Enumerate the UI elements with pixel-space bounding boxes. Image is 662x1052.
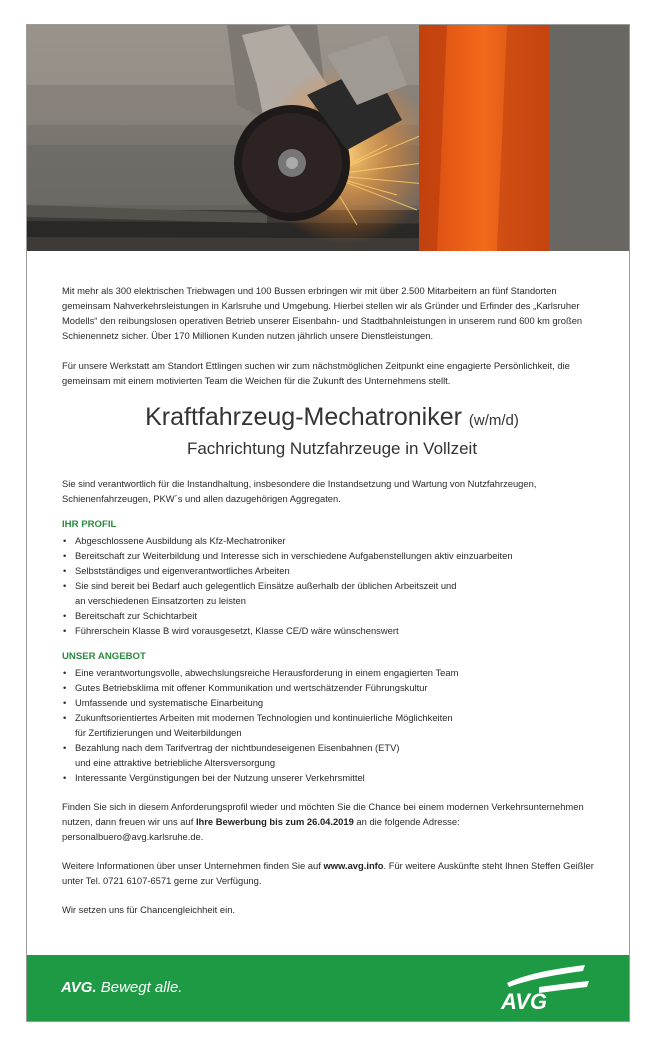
bullet-icon: • — [63, 667, 67, 678]
offer-item — [62, 740, 602, 770]
contact-paragraph — [62, 858, 602, 888]
job-title-gender-suffix: (w/m/d) — [468, 412, 519, 429]
profile-item-text: an verschiedenen Einsatzorten zu leisten — [75, 595, 246, 606]
application-deadline: Ihre Bewerbung bis zum 26.04.2019 — [195, 816, 354, 827]
avg-logo — [499, 963, 591, 1013]
offer-item — [62, 695, 602, 710]
hero-photo-angle-grinder — [27, 25, 629, 251]
profile-item — [62, 608, 602, 623]
job-title-block — [62, 402, 602, 460]
job-title-text: Kraftfahrzeug-Mechatroniker — [145, 403, 462, 431]
offer-item-text: Umfassende und systematische Einarbeitung — [75, 697, 264, 708]
ad-content — [62, 283, 602, 917]
profile-item-text: Selbstständiges und eigenverantwortliches Arbeiten — [75, 565, 290, 576]
job-ad-sheet — [26, 24, 630, 1022]
website-link[interactable]: www.avg.info — [323, 860, 384, 871]
bullet-icon: • — [63, 772, 67, 783]
intro-paragraph-company: Mit mehr als 300 elektrischen Triebwagen und 100 Bussen erbringen wir mit über 2.500 Mitarbeitern an fünf Standorten gemeinsam Nahverkehrsleistungen in Karlsruhe und Umgebung. Hierbei stellen wir als Gründer und Erfinder des „Karlsruher Modells“ den reibungslosen operativen Betrieb unserer Eisenbahn- und Stadtbahnleistungen in unserem rund 600 km großen Schienennetz sicher. Über 170 Millionen Kunden nutzen jährlich unsere Dienstleistungen. — [62, 285, 583, 341]
application-text: Finden Sie sich in diesem Anforderungsprofil wieder und möchten Sie die Chance bei einem modernen Verkehrsunternehmen nutzen, dann freuen wir uns auf — [62, 801, 584, 827]
equal-opportunity-statement: Wir setzen uns für Chancengleichheit ein. — [62, 904, 236, 915]
application-address: an die folgende Adresse: personalbuero@avg.karlsruhe.de. — [62, 816, 460, 842]
offer-item-text: Interessante Vergünstigungen bei der Nutzung unserer Verkehrsmittel — [75, 772, 365, 783]
profile-heading: IHR PROFIL — [62, 519, 117, 530]
bullet-icon: • — [63, 697, 67, 708]
job-subtitle: Fachrichtung Nutzfahrzeuge in Vollzeit — [186, 439, 478, 458]
bullet-icon: • — [63, 565, 67, 576]
profile-item-text: Bereitschaft zur Schichtarbeit — [75, 610, 197, 621]
offer-list — [62, 665, 602, 785]
profile-item-text: Sie sind bereit bei Bedarf auch gelegentlich Einsätze außerhalb der üblichen Arbeitszeit und — [75, 580, 457, 591]
profile-item — [62, 563, 602, 578]
job-title — [62, 402, 602, 436]
contact-text: Weitere Informationen über unser Unternehmen finden Sie auf — [62, 860, 324, 871]
profile-item-text: Führerschein Klasse B wird vorausgesetzt, Klasse CE/D wäre wünschenswert — [75, 625, 399, 636]
offer-item-text: und eine attraktive betriebliche Altersversorgung — [75, 757, 276, 768]
bullet-icon: • — [63, 610, 67, 621]
profile-item-text: Abgeschlossene Ausbildung als Kfz-Mechatroniker — [75, 535, 286, 546]
offer-item — [62, 710, 602, 740]
bullet-icon: • — [63, 742, 67, 753]
application-paragraph — [62, 799, 602, 844]
bullet-icon: • — [63, 580, 67, 591]
offer-item — [62, 770, 602, 785]
bullet-icon: • — [63, 682, 67, 693]
job-description: Sie sind verantwortlich für die Instandhaltung, insbesondere die Instandsetzung und Wartung von Nutzfahrzeugen, Schienenfahrzeugen, PKW´s und allen dazugehörigen Aggregaten. — [62, 478, 537, 504]
offer-heading: UNSER ANGEBOT — [62, 651, 146, 662]
profile-item-text: Bereitschaft zur Weiterbildung und Interesse sich in verschiedene Aufgabenstellungen aktiv einzuarbeiten — [75, 550, 513, 561]
footer-band — [27, 955, 629, 1021]
bullet-icon: • — [63, 535, 67, 546]
footer-brand: AVG. — [61, 979, 97, 996]
profile-list — [62, 533, 602, 638]
offer-item-text: für Zertifizierungen und Weiterbildungen — [75, 727, 242, 738]
profile-item — [62, 533, 602, 548]
bullet-icon: • — [63, 712, 67, 723]
avg-logo-text: AVG — [501, 989, 548, 1013]
profile-item — [62, 623, 602, 638]
offer-item — [62, 680, 602, 695]
offer-item-text: Gutes Betriebsklima mit offener Kommunikation und wertschätzender Führungskultur — [75, 682, 428, 693]
contact-person: . Für weitere Auskünfte steht Ihnen Steffen Geißler unter Tel. 0721 6107-6571 gerne zur Verfügung. — [62, 860, 594, 886]
offer-item-text: Eine verantwortungsvolle, abwechslungsreiche Herausforderung in einem engagierten Team — [75, 667, 459, 678]
profile-item — [62, 548, 602, 563]
bullet-icon: • — [63, 550, 67, 561]
intro-paragraph-position: Für unsere Werkstatt am Standort Ettlingen suchen wir zum nächstmöglichen Zeitpunkt eine engagierte Persönlichkeit, die gemeinsam mit einem motivierten Team die Weichen für die Zukunft des Unternehmens stellt. — [62, 360, 570, 386]
footer-slogan-text: Bewegt alle. — [100, 979, 183, 996]
bullet-icon: • — [63, 625, 67, 636]
profile-item — [62, 578, 602, 608]
offer-item-text: Bezahlung nach dem Tarifvertrag der nichtbundeseigenen Eisenbahnen (ETV) — [75, 742, 400, 753]
offer-item — [62, 665, 602, 680]
offer-item-text: Zukunftsorientiertes Arbeiten mit modernen Technologien und kontinuierliche Möglichkeiten — [75, 712, 453, 723]
footer-slogan — [61, 979, 182, 996]
